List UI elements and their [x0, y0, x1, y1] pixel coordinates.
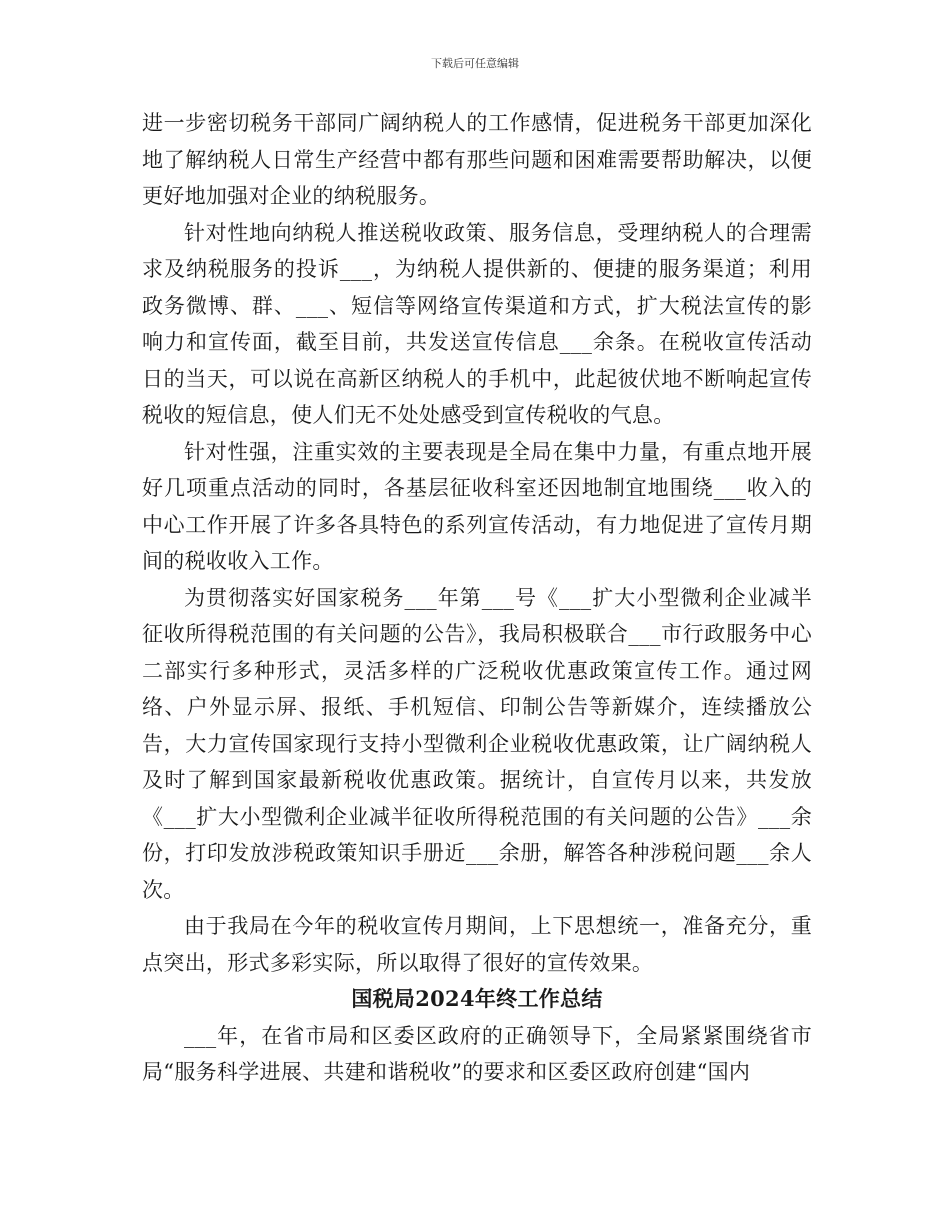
paragraph-push-policy: 针对性地向纳税人推送税收政策、服务信息，受理纳税人的合理需求及纳税服务的投诉___，为纳税人提供新的、便捷的服务渠道；利用政务微博、群、___、短信等网络宣传渠道和方式，扩大税法宣传的影响力和宣传面，截至目前，共发送宣传信息___余条。在税收宣传活动日的当天，可以说在高新区纳税人的手机中，此起彼伏地不断响起宣传税收的短信息，使人们无不处处感受到宣传税收的气息。 — [142, 220, 812, 427]
section-title: 国税局2024年终工作总结 — [351, 986, 603, 1011]
paragraph-targeted-effect: 针对性强，注重实效的主要表现是全局在集中力量，有重点地开展好几项重点活动的同时，各基层征收科室还因地制宜地围绕___收入的中心工作开展了许多各具特色的系列宣传活动，有力地促进了宣传月期间的税收收入工作。 — [142, 439, 812, 573]
paragraph-continuation: 进一步密切税务干部同广阔纳税人的工作感情，促进税务干部更加深化地了解纳税人日常生产经营中都有那些问题和困难需要帮助解决，以便更好地加强对企业的纳税服务。 — [142, 111, 812, 208]
page-header-note: 下载后可任意编辑 — [431, 57, 519, 70]
paragraph-section-intro: ___年，在省市局和区委区政府的正确领导下，全局紧紧围绕省市局“服务科学进展、共建和谐税收”的要求和区委区政府创建“国内 — [142, 1023, 812, 1084]
paragraph-conclusion: 由于我局在今年的税收宣传月期间，上下思想统一，准备充分，重点突出，形式多彩实际，所以取得了很好的宣传效果。 — [142, 914, 812, 975]
document-body — [142, 105, 812, 1091]
paragraph-preferential-policy: 为贯彻落实好国家税务___年第___号《___扩大小型微利企业减半征收所得税范围的有关问题的公告》，我局积极联合___市行政服务中心二部实行多种形式，灵活多样的广泛税收优惠政策宣传工作。通过网络、户外显示屏、报纸、手机短信、印制公告等新媒介，连续播放公告，大力宣传国家现行支持小型微利企业税收优惠政策，让广阔纳税人及时了解到国家最新税收优惠政策。据统计，自宣传月以来，共发放《___扩大小型微利企业减半征收所得税范围的有关问题的公告》___余份，打印发放涉税政策知识手册近___余册，解答各种涉税问题___余人次。 — [142, 585, 812, 902]
